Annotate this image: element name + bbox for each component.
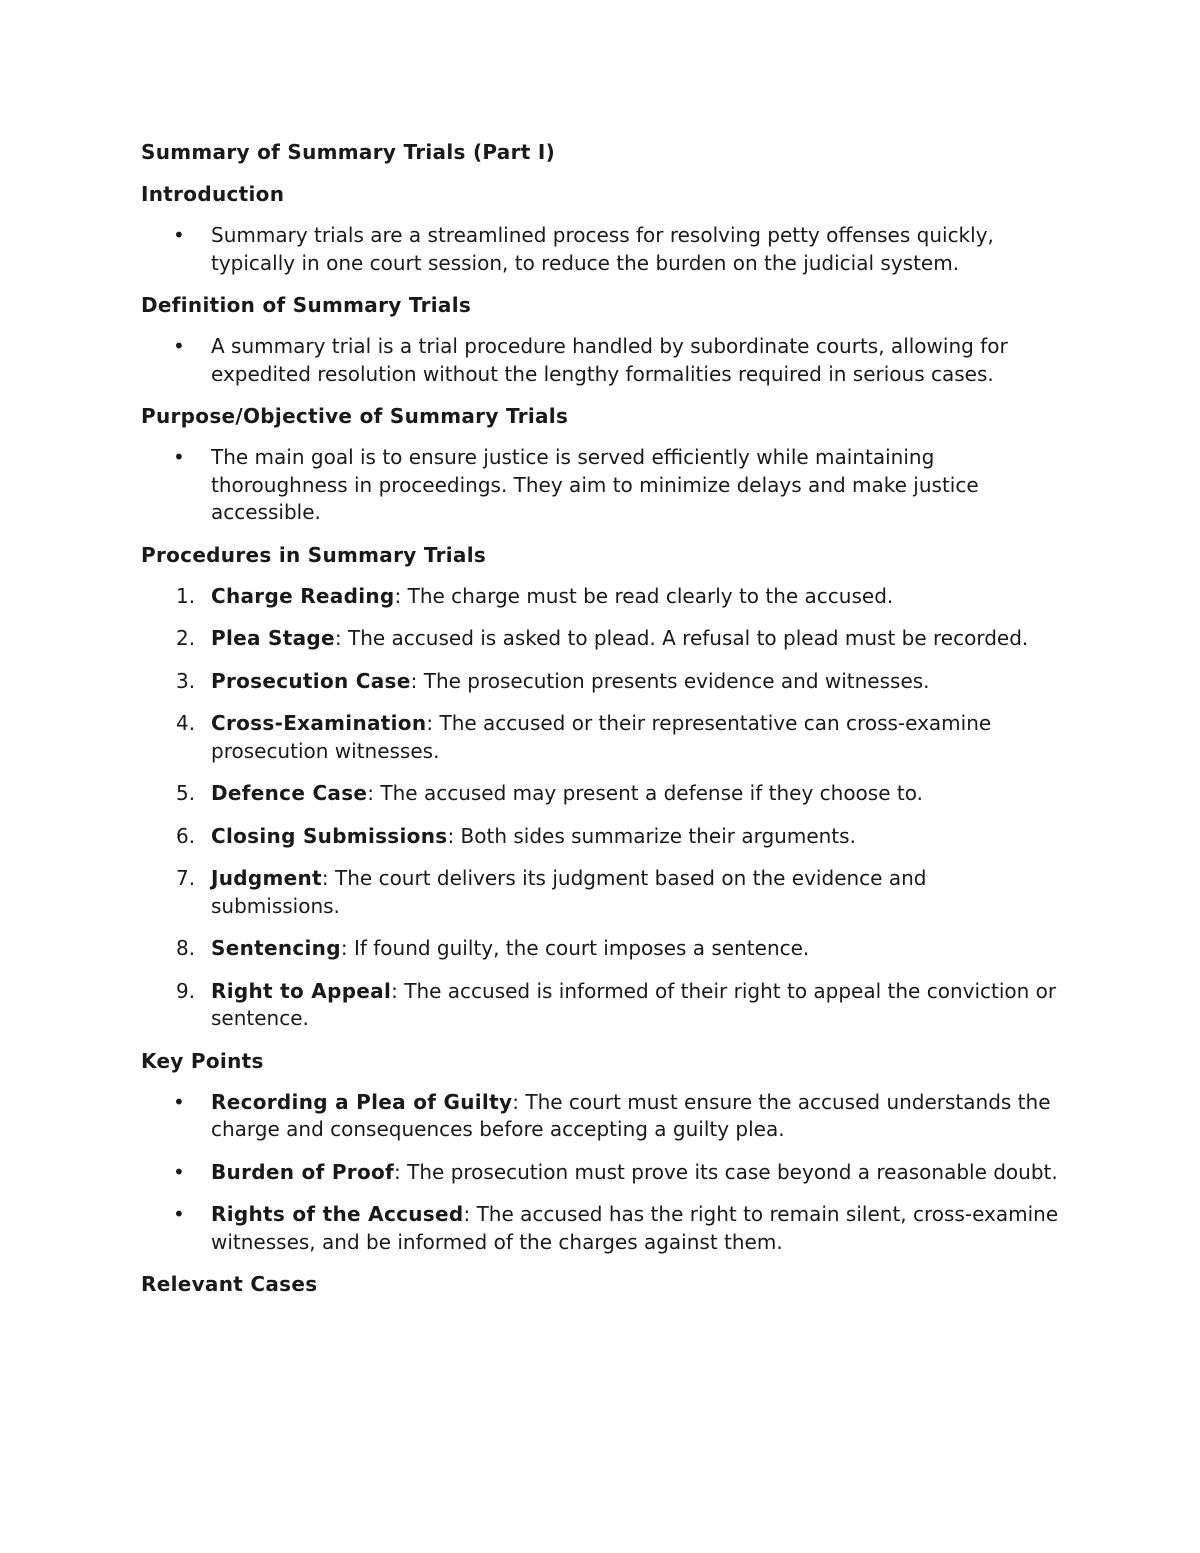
procedure-item — [141, 668, 1061, 696]
bullet-icon: • — [173, 1159, 185, 1184]
procedure-label: Judgment — [211, 866, 322, 890]
procedure-label: Plea Stage — [211, 626, 335, 650]
list-item — [141, 333, 1061, 388]
procedure-item — [141, 865, 1061, 920]
document-title: Summary of Summary Trials (Part I) — [141, 140, 556, 164]
list-number: 6. — [176, 823, 196, 848]
bullet-icon: • — [173, 1202, 185, 1226]
key-point-item — [141, 1089, 1061, 1144]
list-item-text: A summary trial is a trial procedure handled by subordinate courts, allowing for expedited resolution without the lengthy formalities required in serious cases. — [211, 334, 1008, 386]
key-point-text: : The court must ensure the accused understands the charge and consequences before accepting a guilty plea. — [211, 1089, 1051, 1141]
procedure-label: Cross-Examination — [211, 711, 427, 735]
key-point-item — [141, 1201, 1061, 1256]
list-item — [141, 444, 1061, 527]
list-number: 7. — [176, 866, 196, 890]
key-point-text: : The prosecution must prove its case beyond a reasonable doubt. — [394, 1159, 1058, 1184]
list-item — [141, 222, 1061, 277]
introduction-list — [141, 222, 1061, 277]
section-heading-relevant-cases: Relevant Cases — [141, 1272, 318, 1296]
procedure-item — [141, 823, 1061, 851]
key-point-label: Burden of Proof — [211, 1159, 395, 1184]
definition-list — [141, 333, 1061, 388]
procedure-label: Right to Appeal — [211, 978, 392, 1003]
key-point-text: : The accused has the right to remain silent, cross-examine witnesses, and be informed of the charges against them. — [211, 1202, 1059, 1254]
bullet-icon: • — [173, 1089, 185, 1114]
list-number: 5. — [176, 781, 196, 805]
bullet-icon: • — [173, 223, 185, 247]
section-heading-introduction: Introduction — [141, 182, 285, 206]
procedure-text: : The accused is asked to plead. A refusal to plead must be recorded. — [334, 626, 1029, 650]
procedure-text: : The accused may present a defense if they choose to. — [367, 781, 923, 805]
procedure-label: Defence Case — [211, 781, 368, 805]
list-number: 4. — [176, 711, 196, 735]
key-points-list — [141, 1089, 1061, 1257]
procedure-label: Prosecution Case — [211, 668, 411, 693]
document-page — [141, 138, 1061, 1312]
procedure-item — [141, 780, 1061, 808]
procedure-text: : The prosecution presents evidence and witnesses. — [410, 668, 930, 693]
key-point-item — [141, 1159, 1061, 1187]
procedure-item — [141, 978, 1061, 1033]
procedure-text: : The accused is informed of their right to appeal the conviction or sentence. — [211, 978, 1057, 1030]
bullet-icon: • — [173, 445, 185, 469]
procedure-item — [141, 935, 1061, 963]
section-heading-procedures: Procedures in Summary Trials — [141, 542, 487, 567]
purpose-list — [141, 444, 1061, 527]
procedure-label: Charge Reading — [211, 583, 395, 608]
section-heading-key-points: Key Points — [141, 1048, 264, 1073]
procedure-label: Closing Submissions — [211, 823, 448, 848]
procedures-list — [141, 583, 1061, 1033]
procedure-item — [141, 583, 1061, 611]
section-heading-purpose: Purpose/Objective of Summary Trials — [141, 404, 569, 428]
procedure-item — [141, 710, 1061, 765]
list-number: 9. — [176, 978, 196, 1003]
list-number: 3. — [176, 668, 196, 693]
section-heading-definition: Definition of Summary Trials — [141, 293, 472, 317]
list-number: 1. — [176, 583, 196, 608]
procedure-item — [141, 625, 1061, 653]
key-point-label: Recording a Plea of Guilty — [211, 1089, 513, 1114]
procedure-label: Sentencing — [211, 936, 341, 960]
procedure-text: : Both sides summarize their arguments. — [447, 823, 856, 848]
procedure-text: : The court delivers its judgment based on the evidence and submissions. — [211, 866, 927, 918]
procedure-text: : The charge must be read clearly to the accused. — [394, 583, 894, 608]
list-item-text: Summary trials are a streamlined process for resolving petty offenses quickly, typically in one court session, to reduce the burden on the judicial system. — [211, 223, 994, 275]
list-number: 2. — [176, 626, 196, 650]
bullet-icon: • — [173, 334, 185, 358]
procedure-text: : The accused or their representative can cross-examine prosecution witnesses. — [211, 711, 992, 763]
key-point-label: Rights of the Accused — [211, 1202, 464, 1226]
procedure-text: : If found guilty, the court imposes a sentence. — [340, 936, 810, 960]
list-number: 8. — [176, 936, 196, 960]
list-item-text: The main goal is to ensure justice is served efficiently while maintaining thoroughness in proceedings. They aim to minimize delays and make justice accessible. — [211, 445, 979, 524]
